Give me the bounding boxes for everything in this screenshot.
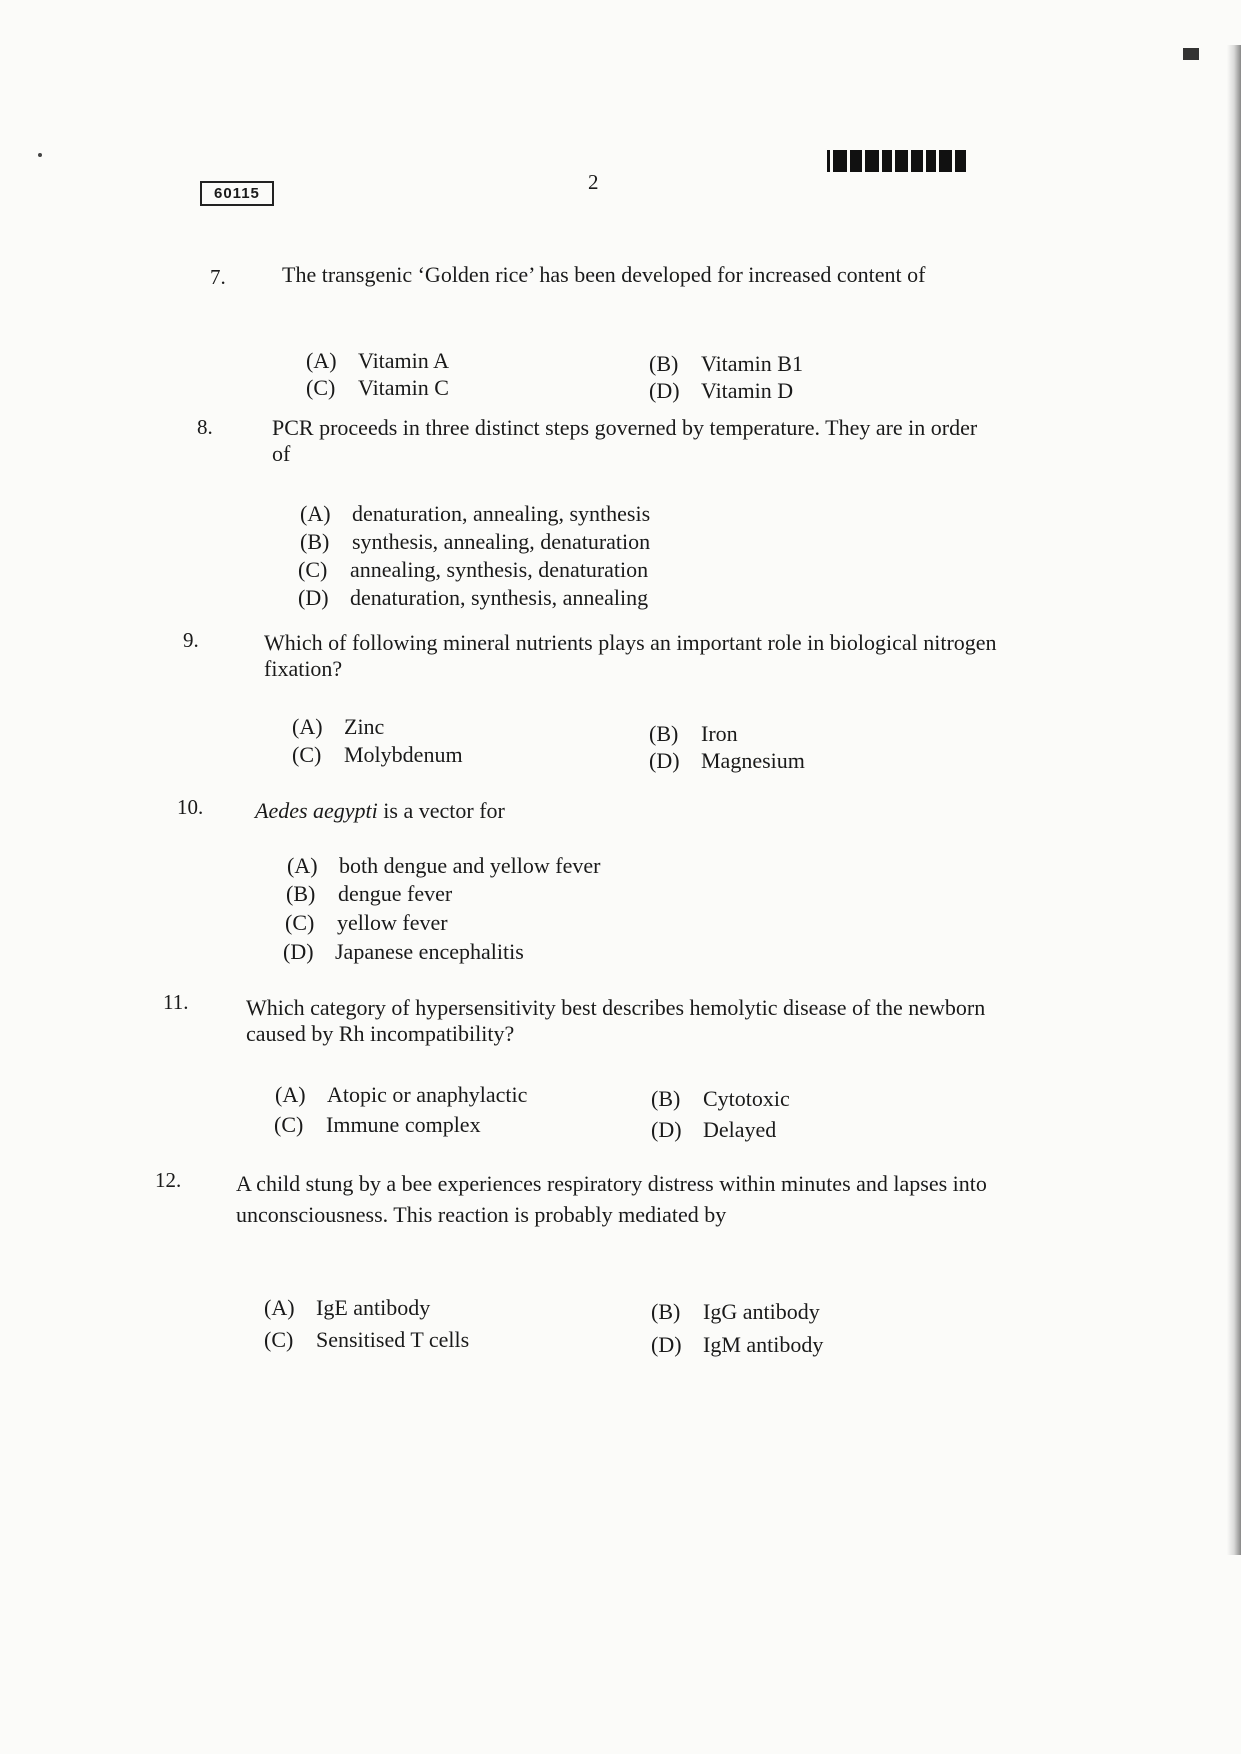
option-a: (A) denaturation, annealing, synthesis — [300, 501, 651, 526]
question-number: 7. — [210, 265, 226, 289]
question-number: 9. — [183, 628, 199, 652]
question-text: Which of following mineral nutrients plays an important role in biological nitrogen fixation? — [264, 630, 997, 681]
question-text: A child stung by a bee experiences respiratory distress within minutes and lapses into unconsciousness. This reaction is probably mediated by — [236, 1171, 987, 1227]
option-c: (C) Molybdenum — [292, 742, 463, 767]
page-number: 2 — [588, 170, 599, 194]
question-number: 12. — [155, 1168, 182, 1192]
option-d: (D) Japanese encephalitis — [283, 939, 524, 964]
option-b: (B) Iron — [649, 721, 738, 746]
option-d: (D) Delayed — [651, 1117, 777, 1142]
option-b: (B) dengue fever — [286, 881, 453, 906]
option-b: (B) Cytotoxic — [651, 1086, 790, 1111]
option-d: (D) Vitamin D — [649, 378, 794, 403]
page-edge-shadow — [1227, 45, 1241, 1555]
option-d: (D) Magnesium — [649, 748, 805, 773]
question-number: 11. — [163, 990, 189, 1014]
option-b: (B) IgG antibody — [651, 1299, 820, 1324]
option-c: (C) Sensitised T cells — [264, 1327, 470, 1352]
option-c: (C) Immune complex — [274, 1112, 481, 1137]
question-text: Which category of hypersensitivity best describes hemolytic disease of the newborn caused by Rh incompatibility? — [246, 995, 986, 1046]
option-d: (D) denaturation, synthesis, annealing — [298, 585, 649, 610]
option-c: (C) Vitamin C — [306, 375, 449, 400]
question-number: 10. — [177, 795, 204, 819]
option-c: (C) annealing, synthesis, denaturation — [298, 557, 649, 582]
barcode — [827, 150, 966, 172]
option-a: (A) Atopic or anaphylactic — [275, 1082, 528, 1107]
option-a: (A) both dengue and yellow fever — [287, 853, 601, 878]
option-b: (B) Vitamin B1 — [649, 351, 803, 376]
option-c: (C) yellow fever — [285, 910, 448, 935]
question-text: The transgenic ‘Golden rice’ has been developed for increased content of — [282, 262, 926, 287]
option-b: (B) synthesis, annealing, denaturation — [300, 529, 651, 554]
question-text: Aedes aegypti is a vector for — [255, 798, 505, 823]
question-number: 8. — [197, 415, 213, 439]
paper-code-box: 60115 — [200, 181, 274, 206]
option-a: (A) Vitamin A — [306, 348, 449, 373]
speck — [38, 153, 42, 157]
question-text: PCR proceeds in three distinct steps governed by temperature. They are in order of — [272, 415, 978, 466]
page-edge-mark — [1183, 48, 1199, 60]
option-a: (A) IgE antibody — [264, 1295, 431, 1320]
option-d: (D) IgM antibody — [651, 1332, 824, 1357]
option-a: (A) Zinc — [292, 714, 385, 739]
species-name: Aedes aegypti — [255, 798, 378, 823]
